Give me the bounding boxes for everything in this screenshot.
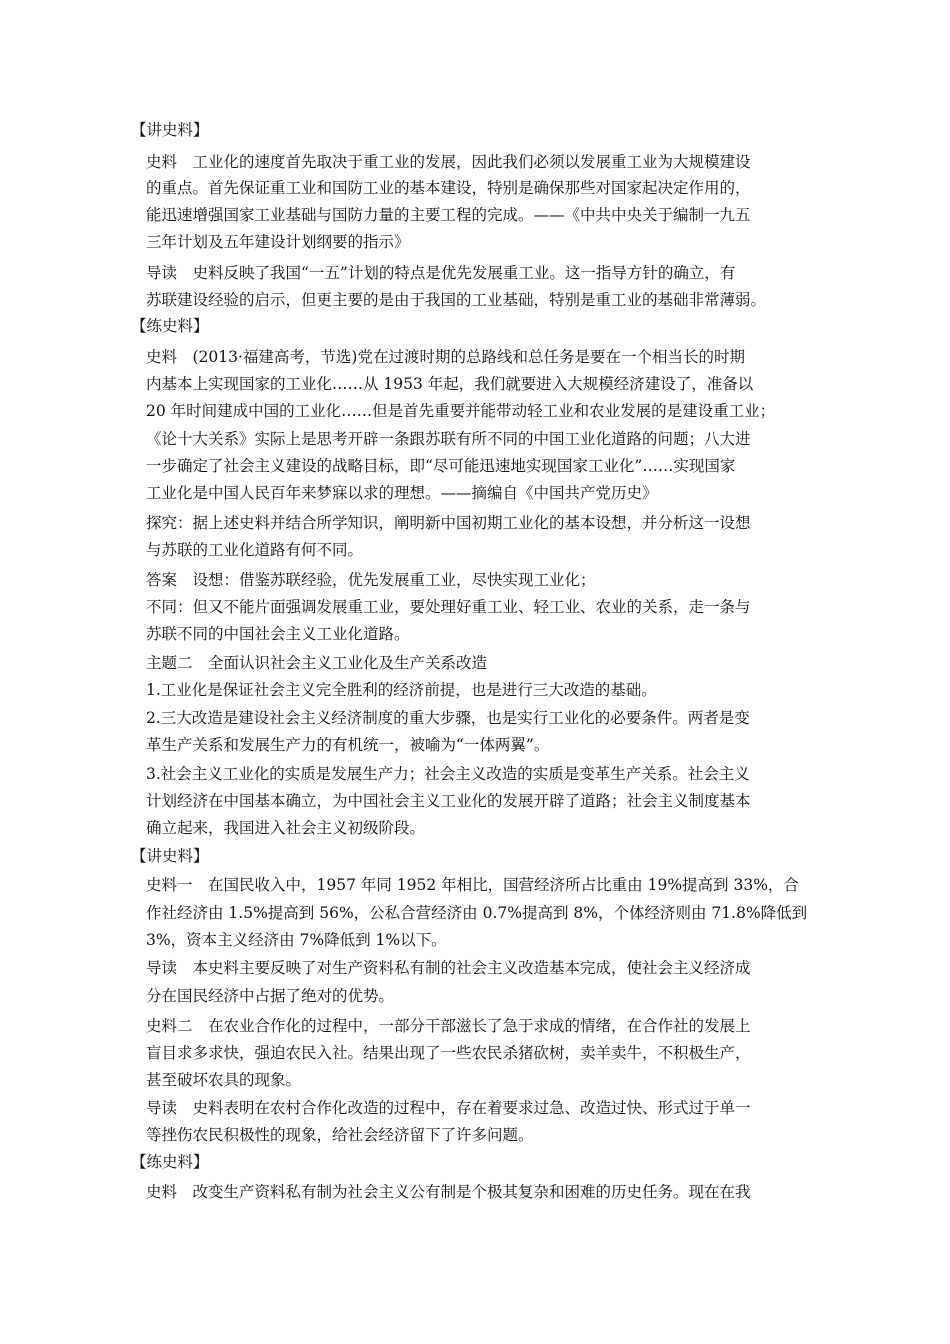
text-line: 史料一 在国民收入中，1957 年同 1952 年相比，国营经济所占比重由 19%提高到 33%，合	[146, 876, 799, 894]
text-line: 作社经济由 1.5%提高到 56%，公私合营经济由 0.7%提高到 8%，个体经济则由 71.8%降低到	[146, 904, 808, 922]
text-line: 不同：但又不能片面强调发展重工业，要处理好重工业、轻工业、农业的关系，走一条与	[146, 598, 751, 616]
text-line: 3.社会主义工业化的实质是发展生产力；社会主义改造的实质是变革生产关系。社会主义	[146, 765, 750, 783]
text-line: 导读 史料表明在农村合作化改造的过程中，存在着要求过急、改造过快、形式过于单一	[146, 1099, 751, 1117]
text-line: 2.三大改造是建设社会主义经济制度的重大步骤，也是实行工业化的必要条件。两者是变	[146, 709, 750, 727]
heading-lian-shiliao: 【练史料】	[131, 1153, 209, 1171]
text-line: 苏联不同的中国社会主义工业化道路。	[146, 625, 410, 643]
text-line: 答案 设想：借鉴苏联经验，优先发展重工业，尽快实现工业化；	[146, 571, 596, 589]
heading-jiang-shiliao: 【讲史料】	[131, 121, 209, 139]
heading-lian-shiliao: 【练史料】	[131, 317, 209, 335]
text-line: 三年计划及五年建设计划纲要的指示》	[146, 233, 410, 251]
text-line: 20 年时间建成中国的工业化……但是首先重要并能带动轻工业和农业发展的是建设重工业；	[146, 402, 776, 420]
text-line: 工业化是中国人民百年来梦寐以求的理想。——摘编自《中国共产党历史》	[146, 484, 658, 502]
text-line: 盲目求多求快，强迫农民入社。结果出现了一些农民杀猪砍树，卖羊卖牛，不积极生产，	[146, 1044, 751, 1062]
text-line: 甚至破坏农具的现象。	[146, 1071, 302, 1089]
text-line: 史料 (2013·福建高考，节选)党在过渡时期的总路线和总任务是要在一个相当长的时期	[146, 348, 745, 366]
text-line: 一步确定了社会主义建设的战略目标，即“尽可能迅速地实现国家工业化”……实现国家	[146, 457, 736, 475]
text-line: 导读 史料反映了我国“一五”计划的特点是优先发展重工业。这一指导方针的确立，有	[146, 264, 736, 282]
text-line: 探究：据上述史料并结合所学知识，阐明新中国初期工业化的基本设想，并分析这一设想	[146, 514, 751, 532]
text-line: 史料 工业化的速度首先取决于重工业的发展，因此我们必须以发展重工业为大规模建设	[146, 153, 751, 171]
section-title: 主题二 全面认识社会主义工业化及生产关系改造	[146, 654, 488, 672]
text-line: 内基本上实现国家的工业化……从 1953 年起，我们就要进入大规模经济建设了，准备以	[146, 375, 754, 393]
text-line: 能迅速增强国家工业基础与国防力量的主要工程的完成。——《中共中央关于编制一九五	[146, 206, 751, 224]
text-line: 3%，资本主义经济由 7%降低到 1%以下。	[146, 931, 447, 949]
text-line: 计划经济在中国基本确立，为中国社会主义工业化的发展开辟了道路；社会主义制度基本	[146, 792, 751, 810]
text-line: 1.工业化是保证社会主义完全胜利的经济前提，也是进行三大改造的基础。	[146, 681, 657, 699]
text-line: 等挫伤农民积极性的现象，给社会经济留下了许多问题。	[146, 1126, 534, 1144]
text-line: 史料二 在农业合作化的过程中，一部分干部滋长了急于求成的情绪，在合作社的发展上	[146, 1017, 751, 1035]
text-line: 的重点。首先保证重工业和国防工业的基本建设，特别是确保那些对国家起决定作用的，	[146, 179, 751, 197]
text-line: 革生产关系和发展生产力的有机统一，被喻为“一体两翼”。	[146, 736, 550, 754]
heading-jiang-shiliao: 【讲史料】	[131, 847, 209, 865]
text-line: 确立起来，我国进入社会主义初级阶段。	[146, 819, 426, 837]
text-line: 导读 本史料主要反映了对生产资料私有制的社会主义改造基本完成，使社会主义经济成	[146, 959, 751, 977]
text-line: 《论十大关系》实际上是思考开辟一条跟苏联有所不同的中国工业化道路的问题；八大进	[146, 430, 751, 448]
text-line: 苏联建设经验的启示，但更主要的是由于我国的工业基础，特别是重工业的基础非常薄弱。	[146, 291, 767, 309]
text-line: 分在国民经济中占据了绝对的优势。	[146, 987, 395, 1005]
text-line: 史料 改变生产资料私有制为社会主义公有制是个极其复杂和困难的历史任务。现在在我	[146, 1183, 751, 1201]
text-line: 与苏联的工业化道路有何不同。	[146, 541, 364, 559]
